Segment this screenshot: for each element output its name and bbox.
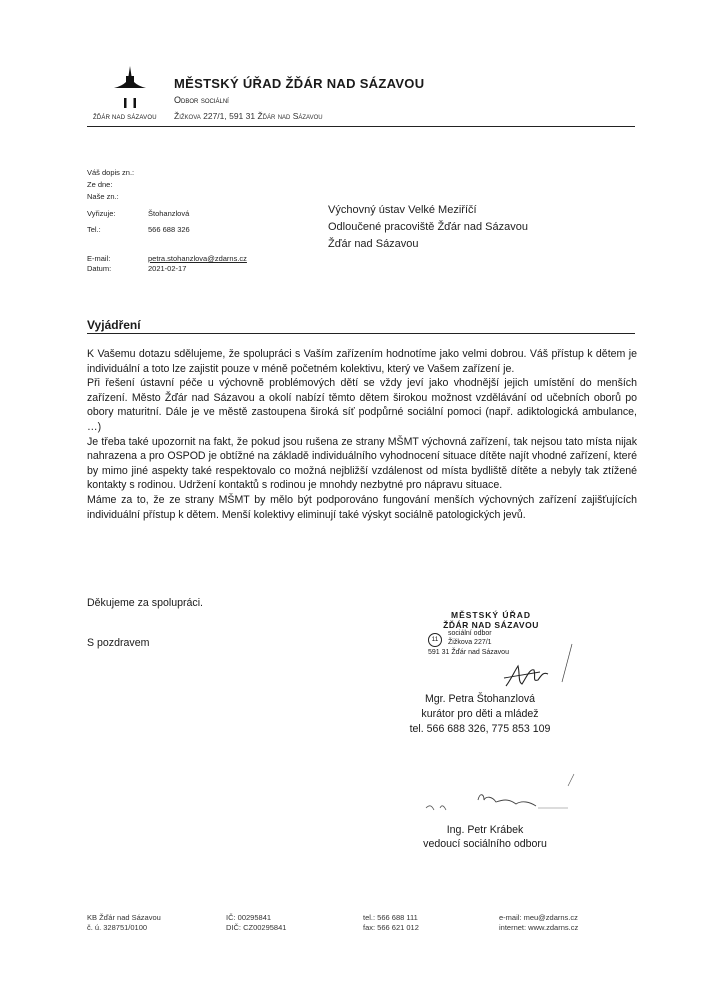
- footer-fax: fax: 566 621 012: [363, 923, 419, 932]
- footer-dic: DIČ: CZ00295841: [226, 923, 287, 932]
- paragraph: Při řešení ústavní péče u výchovně problémových dětí se vždy jeví jako vhodnější jejich umístění do menších zařízení. Město Žďár nad Sázavou a okolí nabízí těmto dětem širokou možnost vzdělávání od učebních oborů po obory maturitní. Dále je ve městě zastoupena široká síť podpůrné sociální pomoci (např. adiktologická ambulance, …): [87, 377, 637, 433]
- logo-caption: ŽĎÁR NAD SÁZAVOU: [93, 115, 157, 121]
- signatory-role: kurátor pro děti a mládež: [421, 708, 539, 720]
- stamp-line-3: sociální odbor: [448, 630, 492, 637]
- meta-label-handler: Vyřizuje:: [87, 209, 116, 218]
- meta-label-phone: Tel.:: [87, 225, 101, 234]
- document-heading: Vyjádření: [87, 318, 141, 332]
- letter-body: [87, 347, 637, 522]
- meta-value-handler: Štohanzlová: [148, 209, 190, 218]
- header-divider: [87, 126, 635, 127]
- signatory-name: Mgr. Petra Štohanzlová: [424, 693, 536, 705]
- meta-label-email: E-mail:: [87, 254, 111, 263]
- greeting-line: S pozdravem: [87, 637, 150, 649]
- organization-address: Žižkova 227/1, 591 31 Žďár nad Sázavou: [174, 111, 323, 121]
- stamp-line-1: MĚSTSKÝ ÚŘAD: [450, 610, 531, 620]
- signatory-2-role: vedoucí sociálního odboru: [423, 838, 547, 850]
- meta-label-datum: Datum:: [87, 264, 112, 273]
- stamp-line-2: ŽĎÁR NAD SÁZAVOU: [443, 620, 539, 630]
- signature-icon: [418, 770, 588, 820]
- paragraph: K Vašemu dotazu sdělujeme, že spolupráci s Vaším zařízením hodnotíme jako velmi dobrou. Váš přístup k dětem je individuální a toto lze zajistit pouze v méně početném kolektivu, který ve Vašem zařízení je.: [87, 348, 637, 375]
- footer-account: č. ú. 328751/0100: [87, 923, 148, 932]
- signature-icon: [500, 638, 590, 698]
- signatory-2-name: Ing. Petr Krábek: [446, 824, 524, 836]
- footer-tel: tel.: 566 688 111: [363, 913, 418, 922]
- town-logo-icon: [100, 62, 160, 122]
- recipient-line-3: Žďár nad Sázavou: [328, 238, 419, 250]
- paragraph: Je třeba také upozornit na fakt, že pokud jsou rušena ze strany MŠMT výchovná zařízení, tak nejsou tato místa nijak nahrazena a pro OSPOD je obtížné na základě individuálního vyhodnocení situace dítěte najít vhodné zařízení, které by mimo jiné aspekty také respektovalo co možná nejbližší vzdálenost od místa bydliště dítěte a nebyly tak ztížené kontakty s rodinou. Udržení kontaktů s rodinou je mnohdy nezbytné pro nápravu situace.: [87, 435, 637, 492]
- thanks-line: Děkujeme za spolupráci.: [87, 597, 203, 609]
- department-name: Odbor sociální: [174, 95, 229, 105]
- footer-ic: IČ: 00295841: [226, 913, 272, 922]
- footer-bank: KB Žďár nad Sázavou: [87, 913, 161, 922]
- stamp-line-5: 591 31 Žďár nad Sázavou: [428, 649, 509, 656]
- stamp-line-4: Žižkova 227/1: [448, 639, 492, 646]
- signatory-phone: tel. 566 688 326, 775 853 109: [409, 723, 551, 735]
- meta-label-our-ref: Naše zn.:: [87, 192, 119, 201]
- meta-value-datum: 2021-02-17: [148, 264, 187, 273]
- heading-divider: [87, 333, 635, 334]
- recipient-line-1: Výchovný ústav Velké Meziříčí: [328, 204, 477, 216]
- footer-email[interactable]: e-mail: meu@zdarns.cz: [499, 913, 578, 922]
- recipient-line-2: Odloučené pracoviště Žďár nad Sázavou: [328, 221, 528, 233]
- footer-web[interactable]: internet: www.zdarns.cz: [499, 923, 579, 932]
- paragraph: Máme za to, že ze strany MŠMT by mělo být podporováno fungování menších výchovných zařízení zajišťujících individuální přístup k dětem. Menší kolektivy eliminují také výskyt sociálně patologických jevů.: [87, 493, 637, 521]
- meta-value-email[interactable]: petra.stohanzlova@zdarns.cz: [148, 254, 247, 263]
- meta-label-ref: Váš dopis zn.:: [87, 168, 135, 177]
- meta-label-date: Ze dne:: [87, 180, 113, 189]
- organization-title: MĚSTSKÝ ÚŘAD ŽĎÁR NAD SÁZAVOU: [174, 76, 425, 91]
- meta-value-phone: 566 688 326: [148, 225, 190, 234]
- stamp-badge-icon: 11: [428, 633, 442, 647]
